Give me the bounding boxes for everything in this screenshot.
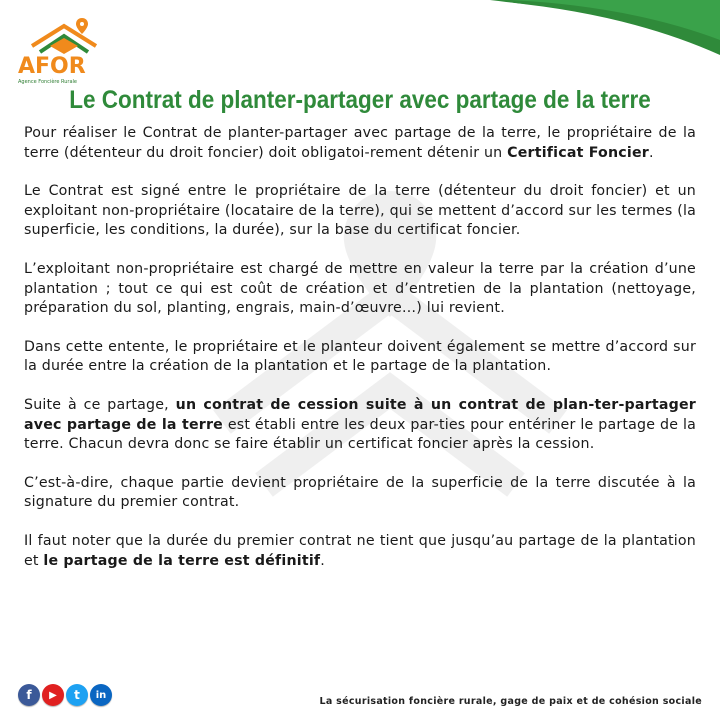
paragraph-7: Il faut noter que la durée du premier contrat ne tient que jusqu’au partage de la plantation et le partage de la terre est définitif.: [24, 532, 696, 569]
page-title: Le Contrat de planter-partager avec partage de la terre: [69, 86, 651, 114]
paragraph-2: Le Contrat est signé entre le propriétaire de la terre (détenteur du droit foncier) et un exploitant non-propriétaire (locataire de la terre), qui se mettent d’accord sur les termes (la superficie, les conditions, la durée), sur la base du certificat foncier.: [24, 183, 696, 239]
logo-tagline: Agence Foncière Rurale: [18, 79, 78, 85]
afor-logo: [18, 16, 118, 86]
youtube-icon[interactable]: ▶: [42, 684, 64, 706]
paragraph-6: C’est-à-dire, chaque partie devient propriétaire de la superficie de la terre discutée à la signature du premier contrat.: [24, 474, 696, 511]
bold-certificat-foncier: Certificat Foncier: [507, 144, 649, 161]
corner-swoosh-decoration: [420, 0, 720, 70]
twitter-icon[interactable]: t: [66, 684, 88, 706]
social-icons: [18, 684, 112, 706]
paragraph-3: L’exploitant non-propriétaire est chargé de mettre en valeur la terre par la création d’une plantation ; tout ce qui est coût de création et d’entretien de la plantation (nettoyage, préparation du sol, planting, engrais, main-d’œuvre…) lui revient.: [24, 260, 696, 317]
paragraph-4: Dans cette entente, le propriétaire et le planteur doivent également se mettre d’accord sur la durée entre la création de la plantation et le partage de la plantation.: [24, 338, 696, 375]
paragraph-5: Suite à ce partage, un contrat de cession suite à un contrat de plan-ter-partager avec partage de la terre est établi entre les deux par-ties pour entériner le partage de la terre. Chacun devra donc se faire établir un certificat foncier après la cession.: [24, 396, 697, 453]
bold-partage-definitif: le partage de la terre est définitif: [43, 552, 321, 569]
facebook-icon[interactable]: f: [18, 684, 40, 706]
footer-slogan: La sécurisation foncière rurale, gage de paix et de cohésion sociale: [319, 696, 702, 707]
article-body: [24, 124, 696, 590]
bold-contrat-cession: un contrat de cession suite à un contrat de plan-ter-partager avec partage de la terre: [24, 396, 697, 433]
linkedin-icon[interactable]: in: [90, 684, 112, 706]
paragraph-1: Pour réaliser le Contrat de planter-partager avec partage de la terre, le propriétaire de la terre (détenteur du droit foncier) doit obligatoi-rement détenir un Certificat Foncier.: [24, 125, 696, 161]
house-map-pin-icon: [24, 16, 104, 56]
logo-wordmark: AFOR: [18, 54, 86, 79]
